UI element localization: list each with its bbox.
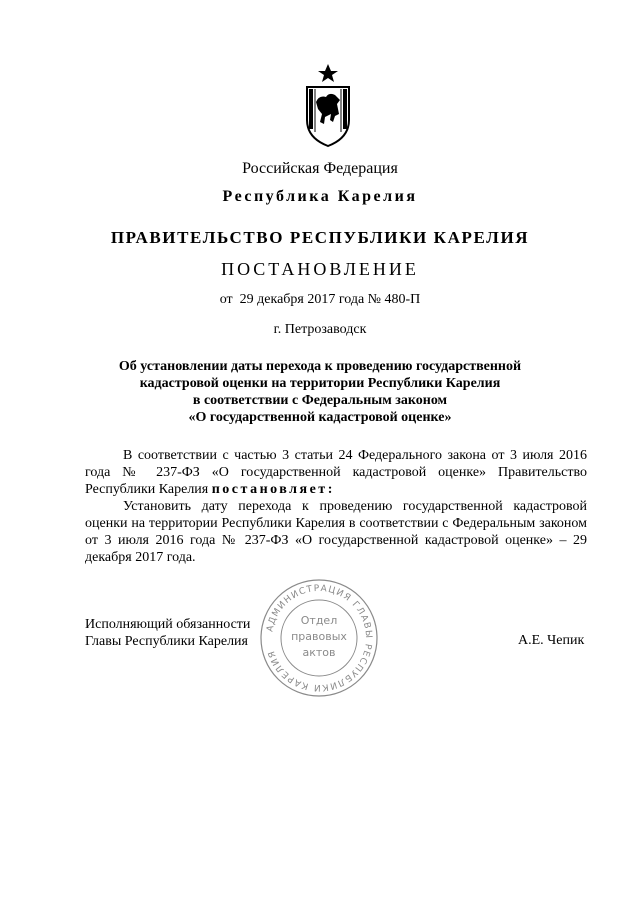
government-name: ПРАВИТЕЛЬСТВО РЕСПУБЛИКИ КАРЕЛИЯ xyxy=(110,228,530,247)
republic-name: Республика Карелия xyxy=(222,188,418,205)
paragraph-text: В соответствии с частью 3 статьи 24 Федерального закона от 3 июля 2016 года № 237-ФЗ «О государственной кадастровой оценке» Правительство Республики Карелия xyxy=(85,448,587,497)
position-line: Исполняющий обязанности xyxy=(85,617,251,632)
stamp-ring-text: АДМИНИСТРАЦИЯ ГЛАВЫ РЕСПУБЛИКИ КАРЕЛИЯ xyxy=(265,583,374,693)
stamp-line: Отдел xyxy=(300,614,338,627)
document-date: от 29 декабря 2017 года № 480-П xyxy=(219,292,421,307)
country-name: Российская Федерация xyxy=(242,160,398,177)
official-stamp xyxy=(258,577,380,699)
title-line: Об установлении даты перехода к проведению государственной xyxy=(118,359,522,374)
keyword-colon: : xyxy=(327,482,335,497)
body-paragraph-2: Установить дату перехода к проведению государственной кадастровой оценки на территории Республики Карелия в соответствии с Федеральным законом от 3 июля 2016 года № 237-ФЗ «О государственной кадастровой оценке» – 29 декабря 2017 года. xyxy=(85,499,587,565)
signatory-position xyxy=(85,616,250,650)
position-line: Главы Республики Карелия xyxy=(85,634,248,649)
title-line: «О государственной кадастровой оценке» xyxy=(188,410,452,425)
coat-of-arms-icon xyxy=(302,62,354,148)
stamp-line: актов xyxy=(302,646,336,659)
title-line: кадастровой оценки на территории Республики Карелия xyxy=(139,376,501,391)
document-title xyxy=(0,358,640,426)
document-city: г. Петрозаводск xyxy=(273,322,367,337)
signatory-name: А.Е. Чепик xyxy=(518,633,585,648)
document-type: ПОСТАНОВЛЕНИЕ xyxy=(221,259,419,279)
resolution-keyword: постановляет xyxy=(211,482,328,497)
body-paragraph-1 xyxy=(85,447,587,498)
stamp-line: правовых xyxy=(291,630,347,643)
title-line: в соответствии с Федеральным законом xyxy=(192,393,448,408)
